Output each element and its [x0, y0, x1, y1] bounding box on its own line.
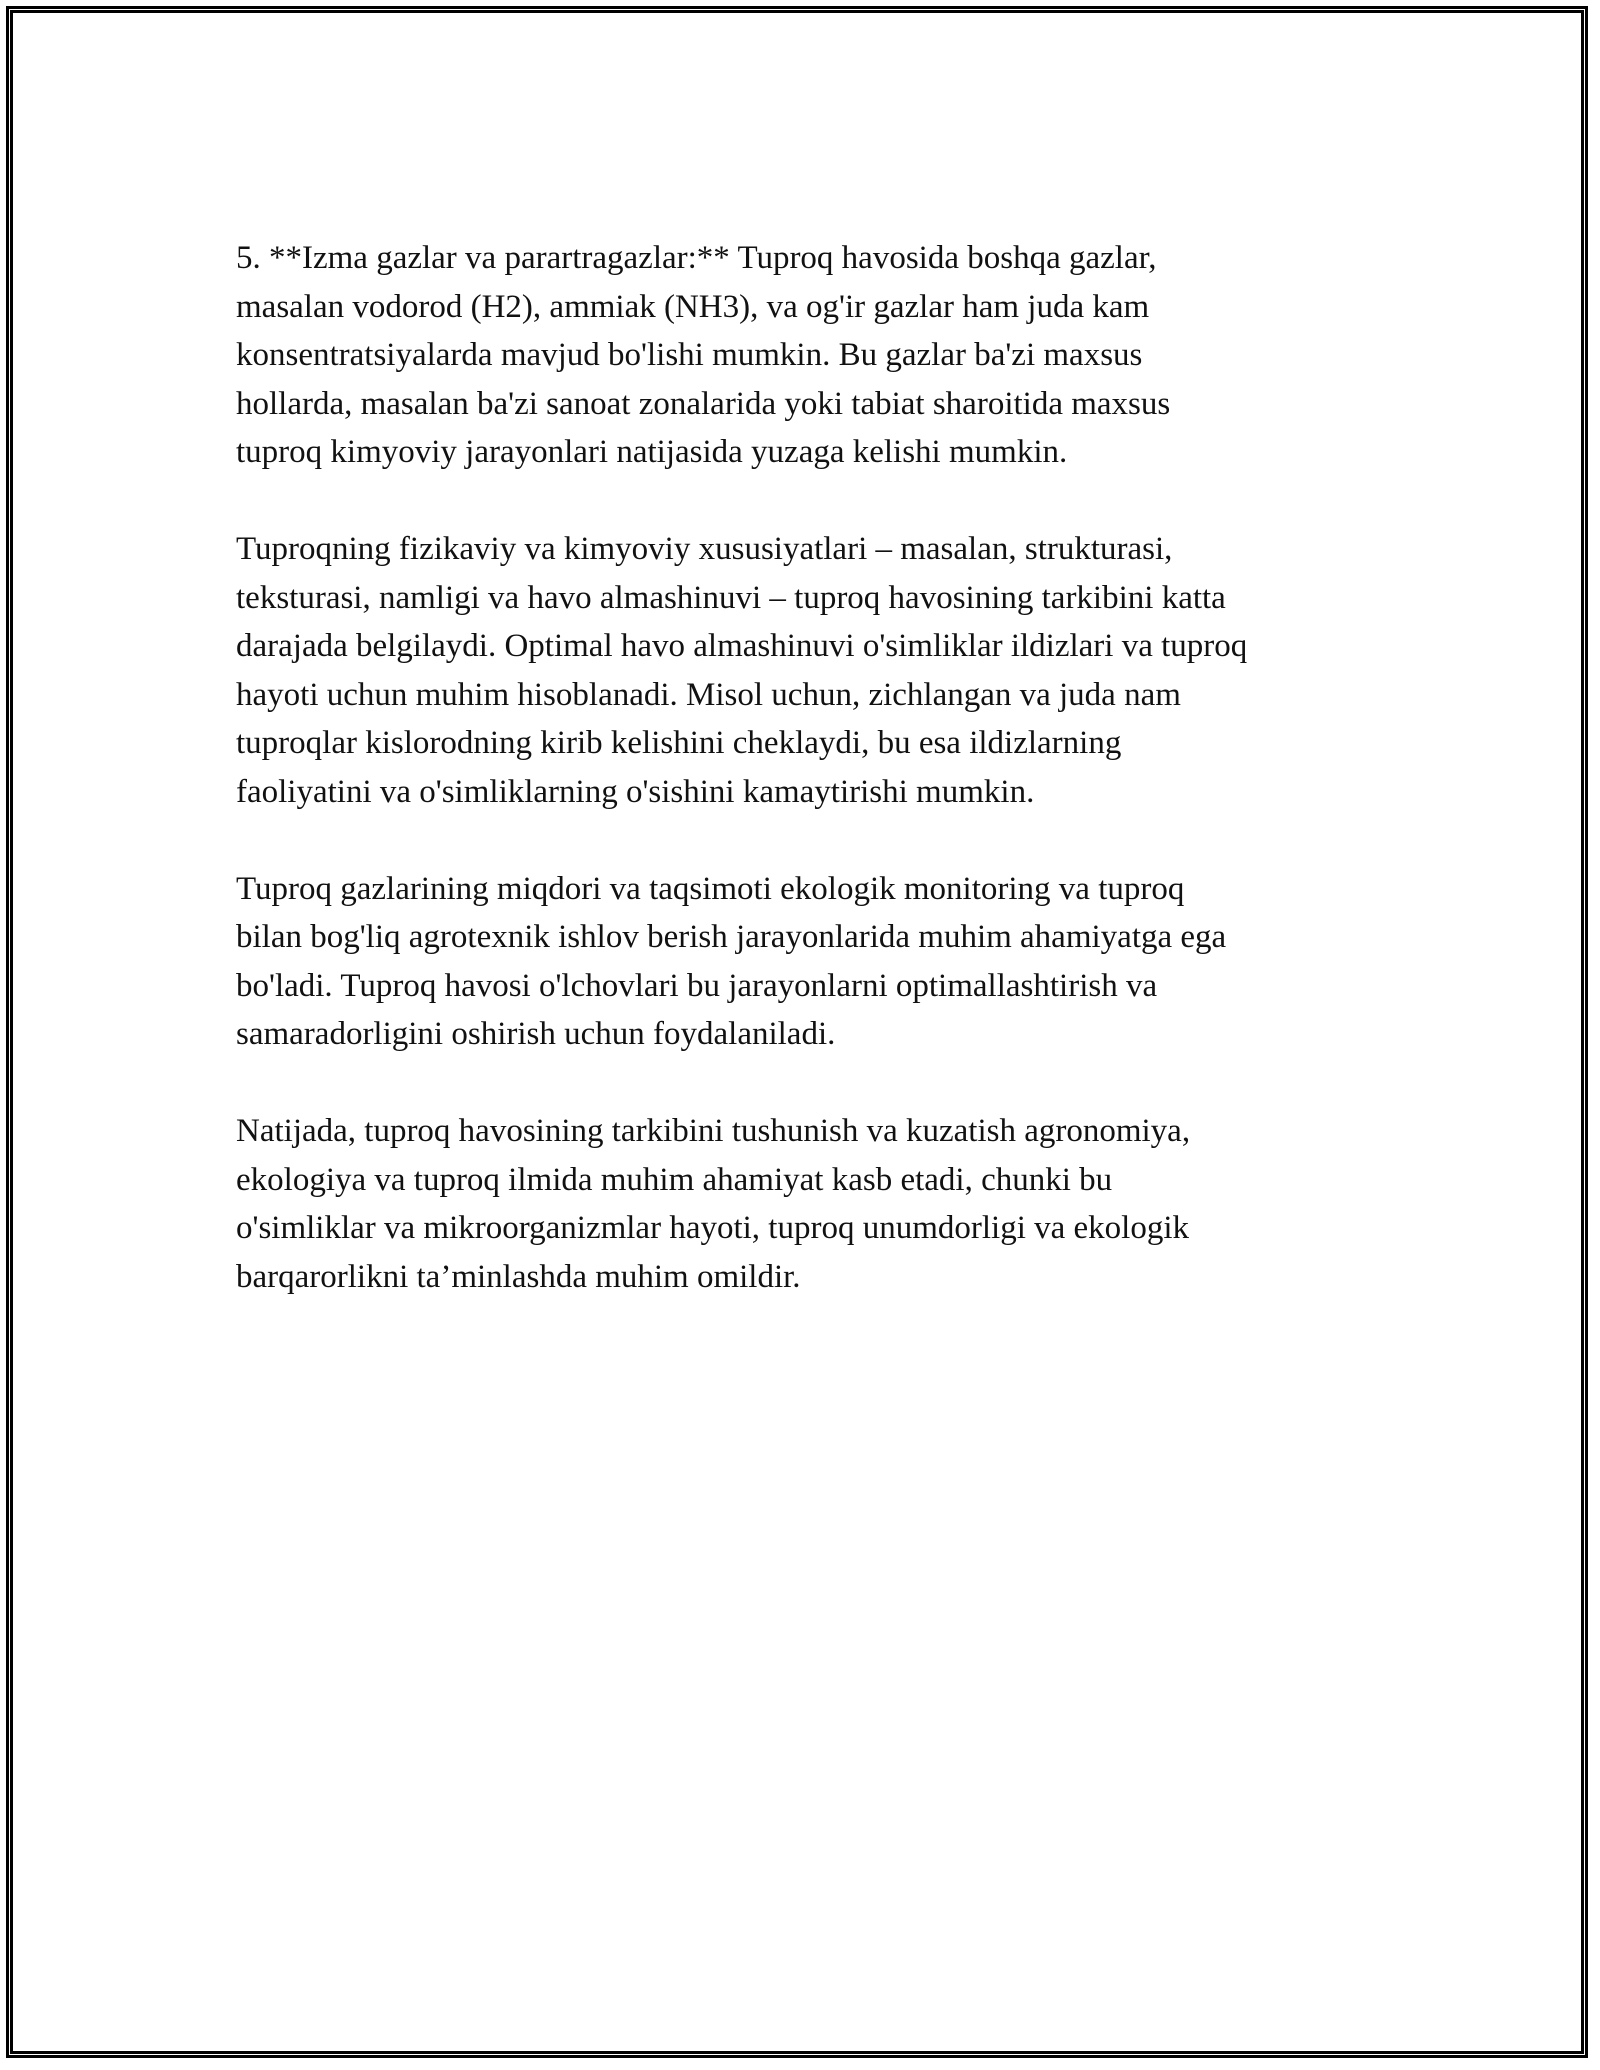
paragraph-fizikaviy-xususiyatlar: Tuproqning fizikaviy va kimyoviy xususiyatlari – masalan, strukturasi, teksturasi, namligi va havo almashinuvi – tuproq havosining tarkibini katta darajada belgilaydi. Optimal havo almashinuvi o'simliklar ildizlari va tuproq hayoti uchun muhim hisoblanadi. Misol uchun, zichlangan va juda nam tuproqlar kislorodning kirib kelishini cheklaydi, bu esa ildizlarning faoliyatini va o'simliklarning o'sishini kamaytirishi mumkin. — [236, 531, 1248, 810]
document-body — [236, 234, 1376, 1350]
paragraph-gazlar-miqdori: Tuproq gazlarining miqdori va taqsimoti ekologik monitoring va tuproq bilan bog'liq agrotexnik ishlov berish jarayonlarida muhim ahamiyatga ega bo'ladi. Tuproq havosi o'lchovlari bu jarayonlarni optimallashtirish va samaradorligini oshirish uchun foydalaniladi. — [236, 870, 1227, 1052]
paragraph-natijada: Natijada, tuproq havosining tarkibini tushunish va kuzatish agronomiya, ekologiya va tuproq ilmida muhim ahamiyat kasb etadi, chunki bu o'simliklar va mikroorganizmlar hayoti, tuproq unumdorligi va ekologik barqarorlikni ta’minlashda muhim omildir. — [236, 1113, 1191, 1295]
paragraph-izma-gazlar: 5. **Izma gazlar va parartragazlar:** Tuproq havosida boshqa gazlar, masalan vodorod (H2), ammiak (NH3), va og'ir gazlar ham juda kam konsentratsiyalarda mavjud bo'lishi mumkin. Bu gazlar ba'zi maxsus hollarda, masalan ba'zi sanoat zonalarida yoki tabiat sharoitida maxsus tuproq kimyoviy jarayonlari natijasida yuzaga kelishi mumkin. — [236, 240, 1171, 470]
